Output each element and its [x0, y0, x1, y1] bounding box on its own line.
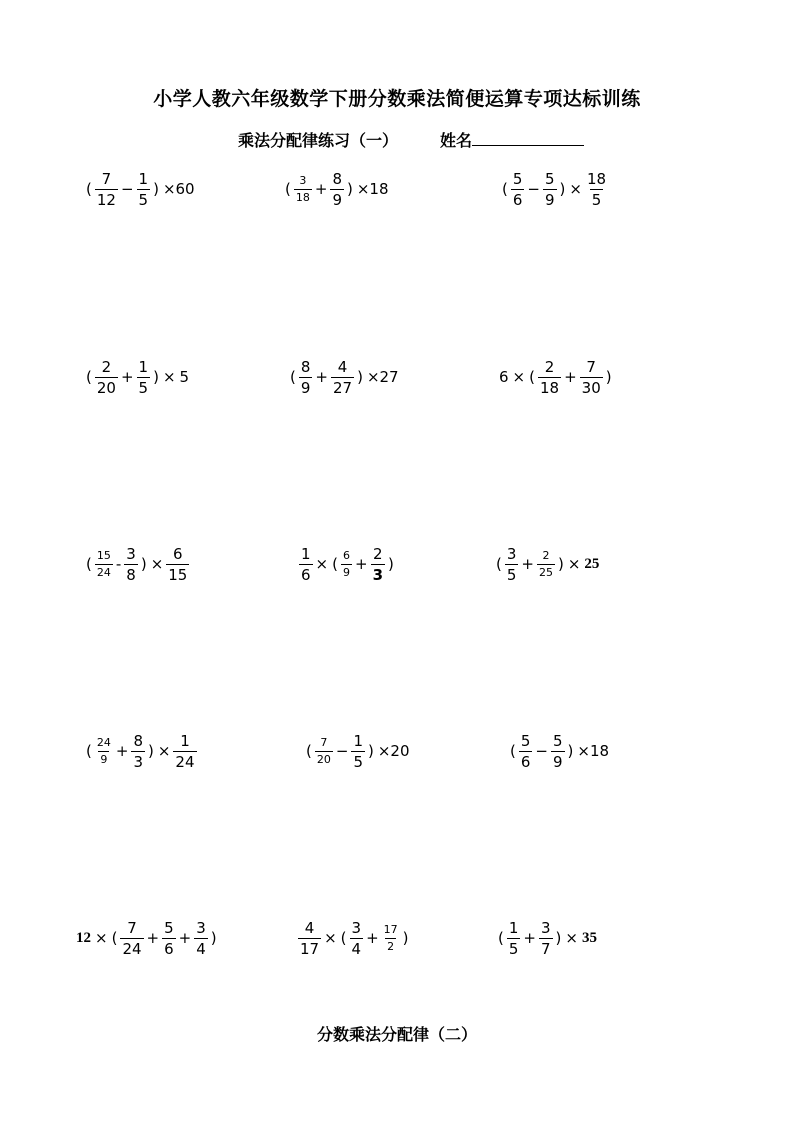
math-symbol: )	[388, 555, 394, 573]
exercise-subtitle	[238, 128, 584, 151]
fraction-denominator: 9	[300, 378, 311, 397]
math-symbol: +	[523, 929, 536, 947]
fraction-numerator: 17	[383, 922, 398, 936]
math-symbol: ×20	[377, 742, 410, 760]
fraction-denominator: 15	[168, 565, 188, 584]
problem	[497, 355, 614, 399]
math-symbol: (	[510, 742, 516, 760]
fraction-numerator: 3	[299, 173, 307, 187]
fraction-denominator: 5	[138, 378, 149, 397]
fraction-denominator: 24	[96, 565, 111, 579]
fraction	[166, 545, 189, 584]
math-symbol: 6	[499, 368, 509, 386]
fraction	[95, 549, 113, 580]
math-symbol: )	[140, 555, 147, 573]
problem	[500, 167, 609, 211]
math-symbol: ×60	[162, 180, 195, 198]
math-symbol: (	[111, 929, 118, 947]
problem	[84, 542, 190, 586]
fraction-denominator: 9	[100, 752, 108, 766]
fraction	[137, 170, 151, 209]
fraction-numerator: 3	[506, 544, 517, 563]
math-symbol: ×27	[366, 368, 399, 386]
fraction	[299, 358, 313, 397]
fraction-denominator: 6	[520, 752, 531, 771]
fraction-denominator: 9	[552, 752, 563, 771]
fraction-denominator: 27	[332, 378, 353, 397]
fraction	[580, 358, 603, 397]
exercise-label: 乘法分配律练习（一）	[238, 133, 399, 150]
fraction	[315, 736, 333, 767]
fraction-numerator: 1	[180, 731, 190, 750]
fraction-numerator: 2	[544, 357, 555, 376]
fraction-numerator: 2	[373, 544, 383, 563]
math-symbol: )	[367, 742, 374, 760]
math-symbol: (	[502, 180, 508, 198]
math-symbol: +	[366, 929, 379, 947]
fraction-denominator: 5	[591, 190, 602, 209]
problem	[84, 167, 197, 211]
math-symbol: )	[567, 742, 574, 760]
fraction-denominator: 30	[581, 378, 601, 397]
problem	[508, 729, 611, 773]
fraction-numerator: 7	[586, 357, 596, 376]
fraction-denominator: 3	[133, 752, 143, 771]
math-symbol: +	[314, 180, 328, 198]
fraction	[539, 919, 553, 958]
number: 12	[76, 929, 91, 946]
fraction	[120, 919, 143, 958]
fraction-numerator: 8	[332, 169, 342, 188]
math-symbol: ×	[567, 555, 581, 573]
fraction-denominator: 9	[544, 190, 555, 209]
math-symbol: )	[555, 929, 562, 947]
fraction-numerator: 15	[96, 548, 111, 562]
math-symbol: 5	[179, 368, 190, 386]
fraction-denominator: 7	[540, 939, 551, 958]
fraction-denominator: 3	[372, 565, 383, 584]
math-symbol: −	[335, 742, 349, 760]
fraction-denominator: 6	[164, 939, 174, 958]
math-symbol: ×18	[577, 742, 610, 760]
problem	[496, 916, 599, 960]
fraction-numerator: 3	[351, 918, 362, 937]
fraction	[137, 358, 151, 397]
fraction-numerator: 8	[300, 357, 311, 376]
fraction-denominator: 5	[353, 752, 363, 771]
fraction	[538, 358, 561, 397]
fraction-numerator: 7	[101, 169, 112, 188]
fraction-denominator: 18	[295, 190, 310, 204]
fraction-denominator: 24	[175, 752, 195, 771]
fraction-numerator: 1	[138, 169, 149, 188]
math-symbol: +	[315, 368, 328, 386]
fraction-denominator: 4	[196, 939, 206, 958]
fraction-numerator: 3	[126, 544, 136, 563]
fraction-numerator: 7	[127, 918, 137, 937]
math-symbol: +	[146, 929, 160, 947]
fraction	[330, 170, 344, 209]
fraction-numerator: 2	[542, 548, 550, 562]
fraction-numerator: 5	[552, 731, 563, 750]
fraction	[382, 923, 400, 954]
math-symbol: (	[86, 180, 92, 198]
math-symbol: −	[535, 742, 548, 760]
fraction-numerator: 5	[512, 169, 523, 188]
fraction-numerator: 6	[342, 548, 350, 562]
math-symbol: ×	[162, 368, 176, 386]
fraction-numerator: 6	[173, 544, 183, 563]
fraction-numerator: 4	[337, 357, 348, 376]
math-symbol: )	[559, 180, 566, 198]
math-symbol: ×	[512, 368, 526, 386]
fraction	[505, 545, 519, 584]
fraction	[507, 919, 521, 958]
fraction	[131, 732, 145, 771]
fraction-numerator: 5	[164, 918, 174, 937]
math-symbol: )	[605, 368, 612, 386]
math-symbol: )	[147, 742, 154, 760]
math-symbol: (	[332, 555, 338, 573]
math-symbol: (	[86, 742, 92, 760]
page-title: 小学人教六年级数学下册分数乘法简便运算专项达标训练	[153, 89, 641, 110]
fraction	[341, 549, 352, 580]
problem	[297, 916, 411, 960]
math-symbol: (	[306, 742, 312, 760]
fraction	[519, 732, 533, 771]
fraction-denominator: 12	[96, 190, 116, 209]
problem	[304, 729, 412, 773]
math-symbol: ×	[565, 929, 578, 947]
fraction-denominator: 17	[300, 939, 320, 958]
section-title: 分数乘法分配律（二）	[316, 1027, 477, 1044]
math-symbol: +	[564, 368, 577, 386]
fraction	[511, 170, 525, 209]
math-symbol: ×	[324, 929, 337, 947]
math-symbol: +	[115, 742, 129, 760]
math-symbol: (	[498, 929, 504, 947]
fraction	[371, 545, 385, 584]
math-symbol: )	[210, 929, 217, 947]
fraction	[124, 545, 138, 584]
math-symbol: (	[290, 368, 296, 386]
fraction-numerator: 18	[586, 169, 607, 188]
fraction-denominator: 9	[332, 190, 342, 209]
math-symbol: )	[153, 368, 159, 386]
fraction	[95, 358, 118, 397]
fraction-denominator: 5	[508, 939, 519, 958]
fraction-denominator: 2	[387, 939, 395, 953]
fraction-numerator: 1	[301, 544, 311, 563]
math-symbol: (	[529, 368, 535, 386]
math-symbol: )	[357, 368, 363, 386]
fraction	[298, 919, 321, 958]
fraction	[543, 170, 557, 209]
math-symbol: (	[86, 555, 92, 573]
math-symbol: −	[120, 180, 134, 198]
fraction	[194, 919, 208, 958]
name-blank-line[interactable]	[472, 131, 584, 146]
fraction	[351, 732, 365, 771]
fraction-denominator: 5	[138, 190, 149, 209]
fraction-numerator: 3	[540, 918, 551, 937]
fraction	[350, 919, 364, 958]
fraction-denominator: 6	[512, 190, 523, 209]
name-label: 姓名	[440, 133, 473, 150]
number: 35	[581, 929, 597, 946]
fraction-denominator: 20	[96, 378, 116, 397]
fraction-denominator: 24	[122, 939, 142, 958]
problem	[298, 542, 396, 586]
fraction	[299, 545, 313, 584]
fraction-numerator: 4	[304, 918, 315, 937]
fraction-numerator: 2	[101, 357, 112, 376]
math-symbol: ×	[150, 555, 164, 573]
fraction-numerator: 1	[353, 731, 363, 750]
math-symbol: (	[496, 555, 502, 573]
math-symbol: ×	[569, 180, 582, 198]
fraction-denominator: 6	[301, 565, 311, 584]
fraction-denominator: 8	[126, 565, 136, 584]
fraction	[537, 549, 555, 580]
math-symbol: +	[521, 555, 534, 573]
fraction	[551, 732, 565, 771]
fraction-numerator: 1	[508, 918, 519, 937]
problem	[288, 355, 401, 399]
fraction-numerator: 7	[320, 735, 328, 749]
math-symbol: +	[120, 368, 134, 386]
fraction-denominator: 18	[539, 378, 560, 397]
fraction-numerator: 8	[133, 731, 143, 750]
math-symbol: )	[346, 180, 353, 198]
problem	[74, 916, 219, 960]
fraction	[331, 358, 354, 397]
problem	[84, 729, 198, 773]
fraction-numerator: 1	[138, 357, 149, 376]
math-symbol: (	[340, 929, 347, 947]
fraction-numerator: 5	[520, 731, 531, 750]
math-symbol: ×	[315, 555, 329, 573]
fraction	[294, 174, 312, 205]
fraction	[585, 170, 608, 209]
math-symbol: )	[402, 929, 409, 947]
math-symbol: )	[557, 555, 564, 573]
problem	[84, 355, 191, 399]
fraction	[95, 736, 113, 767]
math-symbol: +	[354, 555, 368, 573]
math-symbol: −	[527, 180, 540, 198]
math-symbol: -	[115, 555, 122, 573]
fraction-numerator: 3	[196, 918, 206, 937]
fraction-denominator: 9	[342, 565, 350, 579]
fraction-denominator: 5	[506, 565, 517, 584]
fraction	[95, 170, 118, 209]
math-symbol: ×	[157, 742, 171, 760]
math-symbol: )	[153, 180, 159, 198]
problem	[494, 542, 601, 586]
fraction-denominator: 4	[351, 939, 362, 958]
math-symbol: (	[86, 368, 92, 386]
number: 25	[584, 555, 600, 572]
problem	[283, 167, 391, 211]
fraction-numerator: 5	[544, 169, 555, 188]
fraction-numerator: 24	[96, 735, 111, 749]
math-symbol: ×	[95, 929, 108, 947]
math-symbol: (	[285, 180, 291, 198]
fraction-denominator: 20	[316, 752, 331, 766]
fraction	[162, 919, 176, 958]
math-symbol: ×18	[356, 180, 389, 198]
fraction-denominator: 25	[538, 565, 553, 579]
math-symbol: +	[178, 929, 192, 947]
fraction	[173, 732, 196, 771]
